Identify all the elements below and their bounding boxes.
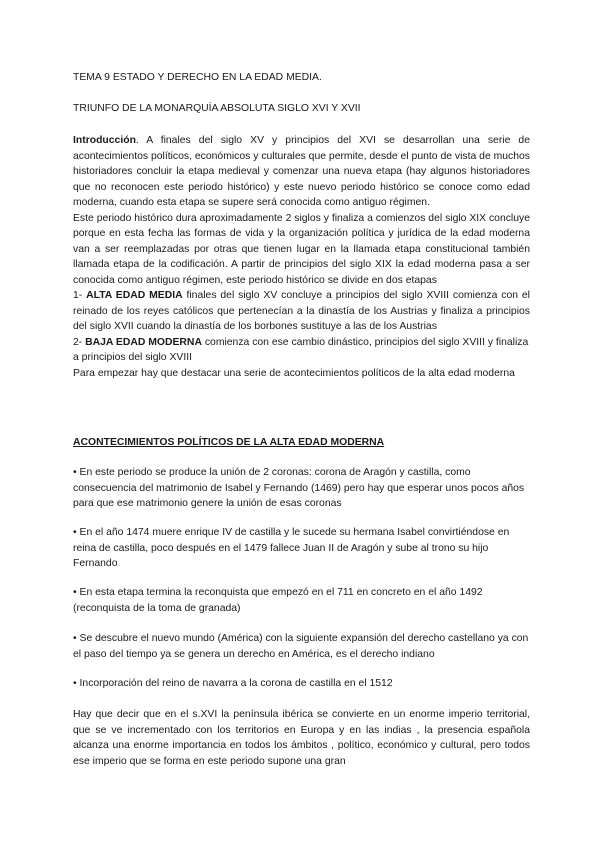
list-item-baja-edad — [73, 335, 530, 366]
bullet-item: • Se descubre el nuevo mundo (América) con la siguiente expansión del derecho castellano ya con el paso del tiempo ya se genera un derecho en América, es el derecho indiano — [73, 633, 529, 660]
document-subtitle: TRIUNFO DE LA MONARQUÍA ABSOLUTA SIGLO XVI Y XVII — [73, 103, 361, 114]
section-heading: ACONTECIMIENTOS POLÍTICOS DE LA ALTA EDAD MODERNA — [73, 437, 385, 448]
list-item-alta-edad — [73, 288, 530, 335]
closing-paragraph: Hay que decir que en el s.XVI la península ibérica se convierte en un enorme imperio territorial, que se ve incrementado con los territorios en Europa y en las indias , la presencia española alcanza una enorme importancia en todos los ámbitos , político, económico y cultural, pero todos ese imperio que se forma en este periodo supone una gran — [73, 709, 530, 767]
list-item-number: 1- — [73, 290, 87, 301]
bullet-item: • En este periodo se produce la unión de 2 coronas: corona de Aragón y castilla, como consecuencia del matrimonio de Isabel y Fernando (1469) pero hay que esperar unos pocos años para que ese matrimonio genere la unión de esas coronas — [73, 467, 525, 509]
list-item-label: BAJA EDAD MODERNA — [85, 336, 202, 348]
bullet-item: • Incorporación del reino de navarra a la corona de castilla en el 1512 — [73, 678, 393, 689]
bullet-item: • En el año 1474 muere enrique IV de castilla y le sucede su hermana Isabel convirtiéndose en reina de castilla, poco después en el 1479 fallece Juan II de Aragón y sube al trono su hijo Fernando — [73, 527, 510, 569]
intro-paragraph-2: Este periodo histórico dura aproximadamente 2 siglos y finaliza a comienzos del siglo XIX concluye porque en esta fecha las formas de vida y la organización política y jurídica de la edad moderna van a ser reemplazadas por otras que tienen lugar en la llamada etapa constitucional también llamada etapa de la codificación. A partir de principios del siglo XIX la edad moderna pasa a ser conocida como antiguo régimen, este periodo histórico se divide en dos etapas — [73, 212, 530, 286]
introduction-section — [73, 133, 530, 381]
intro-label: Introducción — [73, 135, 136, 146]
list-item-number: 2- — [73, 336, 86, 348]
intro-text: . A finales del siglo XV y principios del XVI se desarrollan una serie de acontecimientos políticos, económicos y culturales que permite, desde el punto de vista de muchos historiadores concluir la etapa medieval y comenzar una nueva etapa (hay algunos historiadores que no reconocen este periodo histórico) y este nuevo periodo histórico se conoce como edad moderna, cuando esta etapa se supere será conocida como antiguo régimen. — [73, 135, 530, 208]
list-item-text: comienza con ese cambio dinástico, principios del siglo XVIII y finaliza a principios del siglo XVIII — [73, 336, 529, 363]
list-item-label: ALTA EDAD MEDIA — [86, 290, 183, 301]
intro-paragraph — [73, 133, 530, 211]
document-title: TEMA 9 ESTADO Y DERECHO EN LA EDAD MEDIA. — [73, 72, 322, 83]
list-item-text: finales del siglo XV concluye a principios del siglo XVIII comienza con el reinado de los reyes católicos que pertenecían a la dinastía de los Austrias y finaliza a principios del siglo XVII cuando la dinastía de los borbones sustituye a las de los Austrias — [73, 290, 530, 332]
intro-paragraph-3: Para empezar hay que destacar una serie de acontecimientos políticos de la alta edad moderna — [73, 367, 515, 379]
bullet-item: • En esta etapa termina la reconquista que empezó en el 711 en concreto en el año 1492 (reconquista de la toma de granada) — [73, 587, 483, 614]
